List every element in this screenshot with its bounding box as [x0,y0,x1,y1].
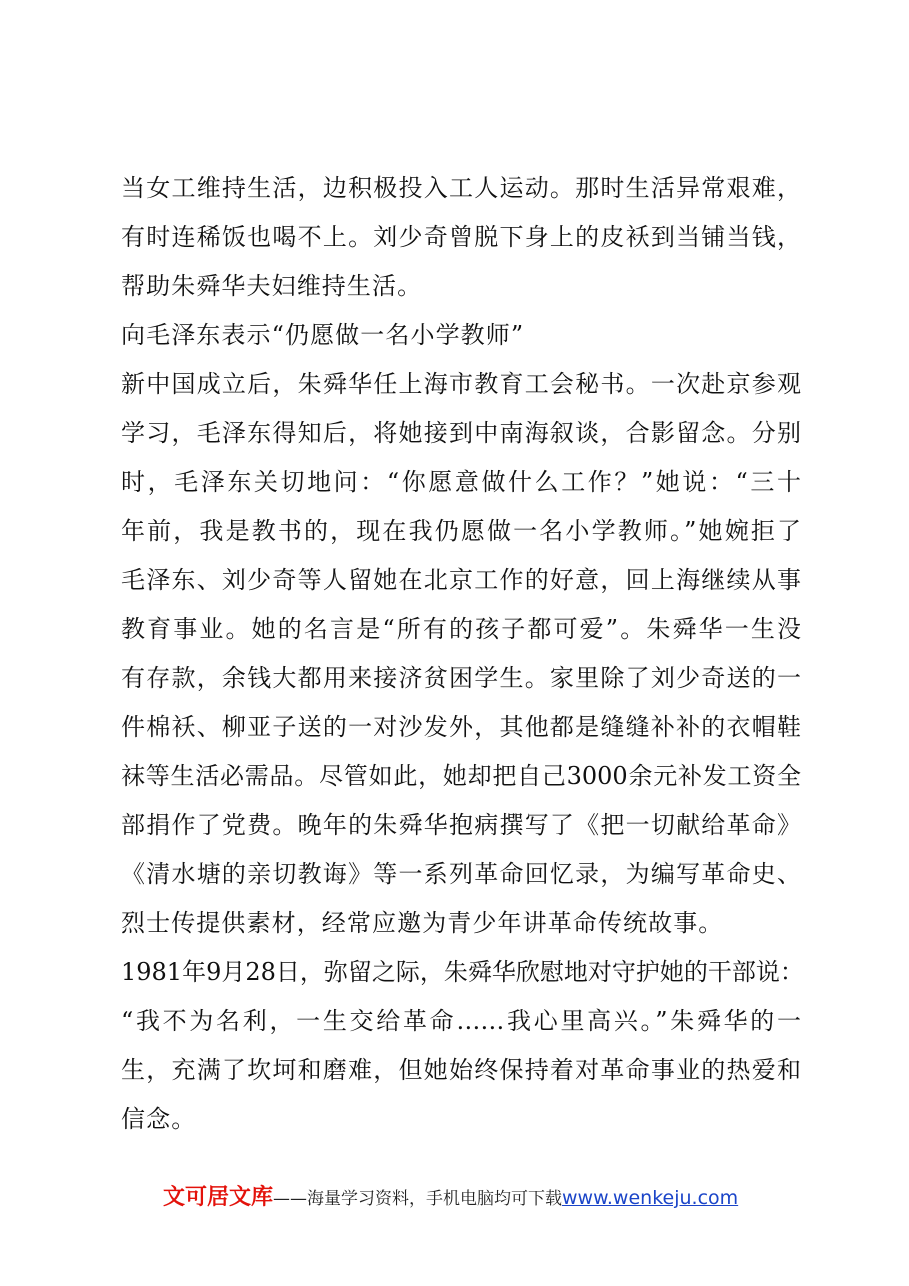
body-line: 《清水塘的亲切教诲》等一系列革命回忆录，为编写革命史、 [121,860,801,888]
body-line: 部捐作了党费。晚年的朱舜华抱病撰写了《把一切献给革命》 [121,811,801,839]
body-line: 新中国成立后，朱舜华任上海市教育工会秘书。一次赴京参观 [121,370,801,398]
section-heading: 向毛泽东表示“仍愿做一名小学教师” [121,321,525,349]
footer-brand: 文可居文库 [163,1185,274,1210]
body-line: 帮助朱舜华夫妇维持生活。 [121,272,423,300]
body-line: 毛泽东、刘少奇等人留她在北京工作的好意，回上海继续从事 [121,566,801,594]
body-line: 生，充满了坎坷和磨难，但她始终保持着对革命事业的热爱和 [121,1056,801,1084]
footer-tagline: ——海量学习资料，手机电脑均可下载 [273,1189,563,1209]
footer-banner [163,1180,803,1216]
body-line: 件棉袄、柳亚子送的一对沙发外，其他都是缝缝补补的衣帽鞋 [121,713,801,741]
body-line: 烈士传提供素材，经常应邀为青少年讲革命传统故事。 [121,909,724,937]
document-body [121,164,804,1144]
body-line: 信念。 [121,1105,197,1133]
body-line: 年前，我是教书的，现在我仍愿做一名小学教师。”她婉拒了 [121,517,801,545]
body-line: 有时连稀饭也喝不上。刘少奇曾脱下身上的皮袄到当铺当钱， [121,223,801,251]
body-line: 当女工维持生活，边积极投入工人运动。那时生活异常艰难， [121,174,801,202]
body-line: 学习，毛泽东得知后，将她接到中南海叙谈，合影留念。分别 [121,419,801,447]
body-line: 时，毛泽东关切地问：“你愿意做什么工作？”她说：“三十 [121,468,801,496]
footer-website-link[interactable]: www.wenkeju.com [562,1187,739,1209]
body-line: 1981年9月28日，弥留之际，朱舜华欣慰地对守护她的干部说： [121,958,804,986]
body-line: “我不为名利，一生交给革命……我心里高兴。”朱舜华的一 [121,1007,801,1035]
body-line: 教育事业。她的名言是“所有的孩子都可爱”。朱舜华一生没 [121,615,801,643]
body-line: 袜等生活必需品。尽管如此，她却把自己3000余元补发工资全 [121,762,801,790]
body-line: 有存款，余钱大都用来接济贫困学生。家里除了刘少奇送的一 [121,664,801,692]
